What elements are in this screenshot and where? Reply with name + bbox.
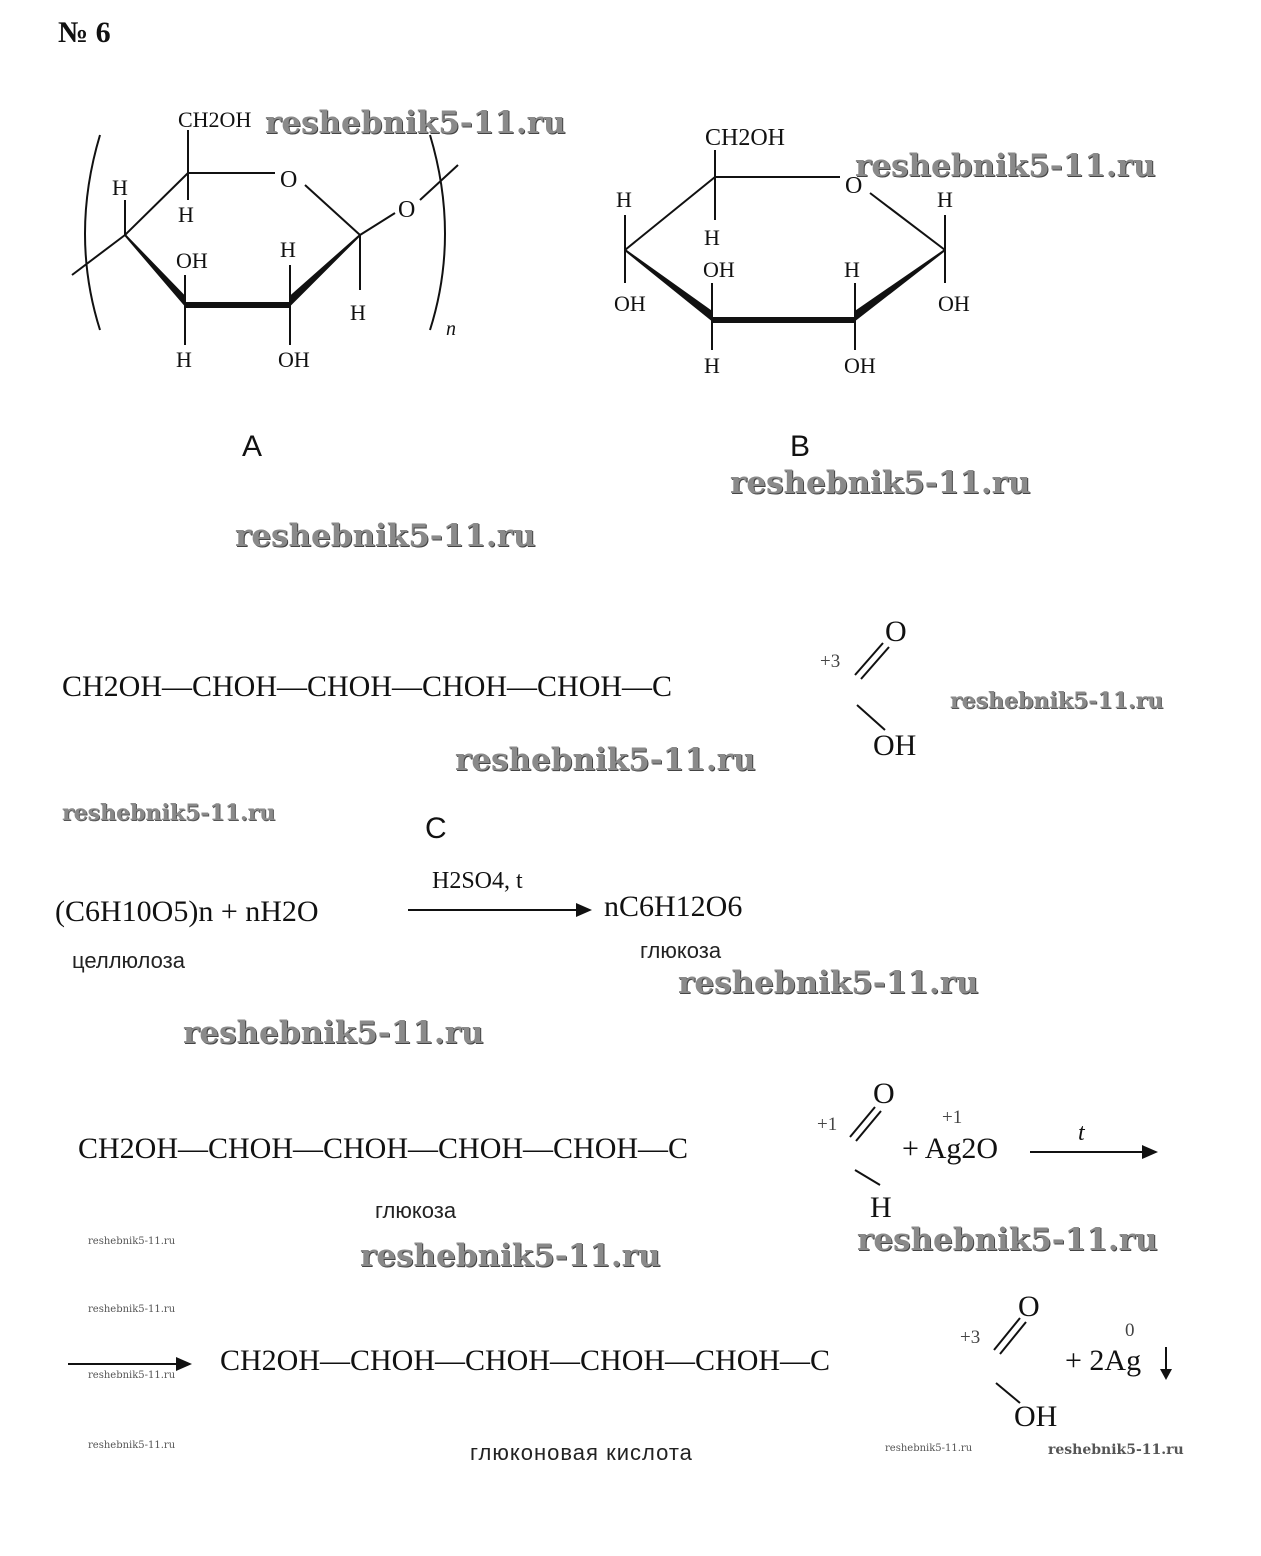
oxidation-reactant-name: глюкоза (375, 1198, 457, 1223)
oxidation-h: H (870, 1191, 892, 1224)
byproduct-ox-state: 0 (1125, 1320, 1135, 1341)
a-h: H (178, 202, 194, 227)
oxidation-ox-state-ag: +1 (942, 1107, 963, 1128)
label-a: A (242, 430, 263, 463)
oxidation-chain: CH2OH—CHOH—CHOH—CHOH—CHOH—C (78, 1132, 689, 1165)
c-oh: OH (873, 729, 917, 762)
b-h: H (704, 353, 720, 378)
watermark: reshebnik5-11.ru (88, 1440, 176, 1451)
watermark: reshebnik5-11.ru (235, 518, 536, 554)
c-o: O (885, 615, 907, 648)
c-chain: CH2OH—CHOH—CHOH—CHOH—CHOH—C (62, 670, 673, 703)
hydrolysis-reactants: (C6H10O5)n + nH2O (55, 895, 319, 928)
byproduct: + 2Ag (1065, 1344, 1142, 1377)
a-h: H (176, 347, 192, 372)
watermark: reshebnik5-11.ru (88, 1236, 176, 1247)
watermark: reshebnik5-11.ru (730, 465, 1031, 501)
a-ring-o: O (280, 167, 298, 193)
label-b: B (790, 430, 811, 463)
watermark: reshebnik5-11.ru (183, 1015, 484, 1051)
watermark: reshebnik5-11.ru (88, 1304, 176, 1315)
a-h: H (280, 237, 296, 262)
product-carboxyl (958, 1288, 1078, 1438)
b-h: H (937, 187, 953, 212)
oxidation-reagent: + Ag2O (902, 1132, 999, 1165)
b-oh: OH (938, 291, 970, 316)
watermark: reshebnik5-11.ru (360, 1238, 661, 1274)
hydrolysis-reactant-name: целлюлоза (72, 948, 185, 973)
watermark: reshebnik5-11.ru (455, 742, 756, 778)
hydrolysis-product: nC6H12O6 (604, 890, 743, 923)
a-oh: OH (278, 347, 310, 372)
watermark: reshebnik5-11.ru (885, 1443, 973, 1454)
a-link-o: O (398, 197, 416, 223)
b-oh: OH (703, 257, 735, 282)
watermark: reshebnik5-11.ru (857, 1222, 1158, 1258)
watermark: reshebnik5-11.ru (62, 800, 276, 826)
oxidation-ox-state-c: +1 (817, 1114, 838, 1135)
product-ox-state: +3 (960, 1327, 981, 1348)
label-c: C (425, 812, 447, 845)
b-h: H (844, 257, 860, 282)
a-h: H (112, 175, 128, 200)
b-ch2oh: CH2OH (705, 125, 786, 151)
watermark: reshebnik5-11.ru (678, 965, 979, 1001)
problem-number: № 6 (58, 16, 111, 49)
watermark: reshebnik5-11.ru (88, 1370, 176, 1381)
oxidation-o: O (873, 1077, 895, 1110)
hydrolysis-product-name: глюкоза (640, 938, 722, 963)
oxidation-arrow-1 (1030, 1142, 1160, 1162)
oxidation-condition: t (1078, 1120, 1085, 1146)
precipitate-arrow-icon (1158, 1345, 1174, 1381)
b-oh: OH (614, 291, 646, 316)
watermark: reshebnik5-11.ru (950, 688, 1164, 714)
product-chain: CH2OH—CHOH—CHOH—CHOH—CHOH—C (220, 1344, 831, 1377)
b-h: H (616, 187, 632, 212)
hydrolysis-arrow (408, 900, 593, 920)
c-carboxyl (815, 615, 945, 765)
b-oh: OH (844, 353, 876, 378)
b-h: H (704, 225, 720, 250)
product-name: глюконовая кислота (470, 1440, 693, 1465)
b-ring-o: O (845, 173, 863, 199)
a-h: H (350, 300, 366, 325)
oxidation-aldehyde (815, 1075, 905, 1225)
product-oh: OH (1014, 1400, 1058, 1433)
a-oh: OH (176, 248, 208, 273)
watermark: reshebnik5-11.ru (855, 148, 1156, 184)
a-ch2oh: CH2OH (178, 107, 252, 132)
watermark: reshebnik5-11.ru (265, 105, 566, 141)
a-n: n (446, 318, 456, 340)
watermark: reshebnik5-11.ru (1048, 1442, 1184, 1458)
hydrolysis-conditions: H2SO4, t (432, 868, 523, 894)
c-ox-state: +3 (820, 651, 841, 672)
product-o: O (1018, 1290, 1040, 1323)
